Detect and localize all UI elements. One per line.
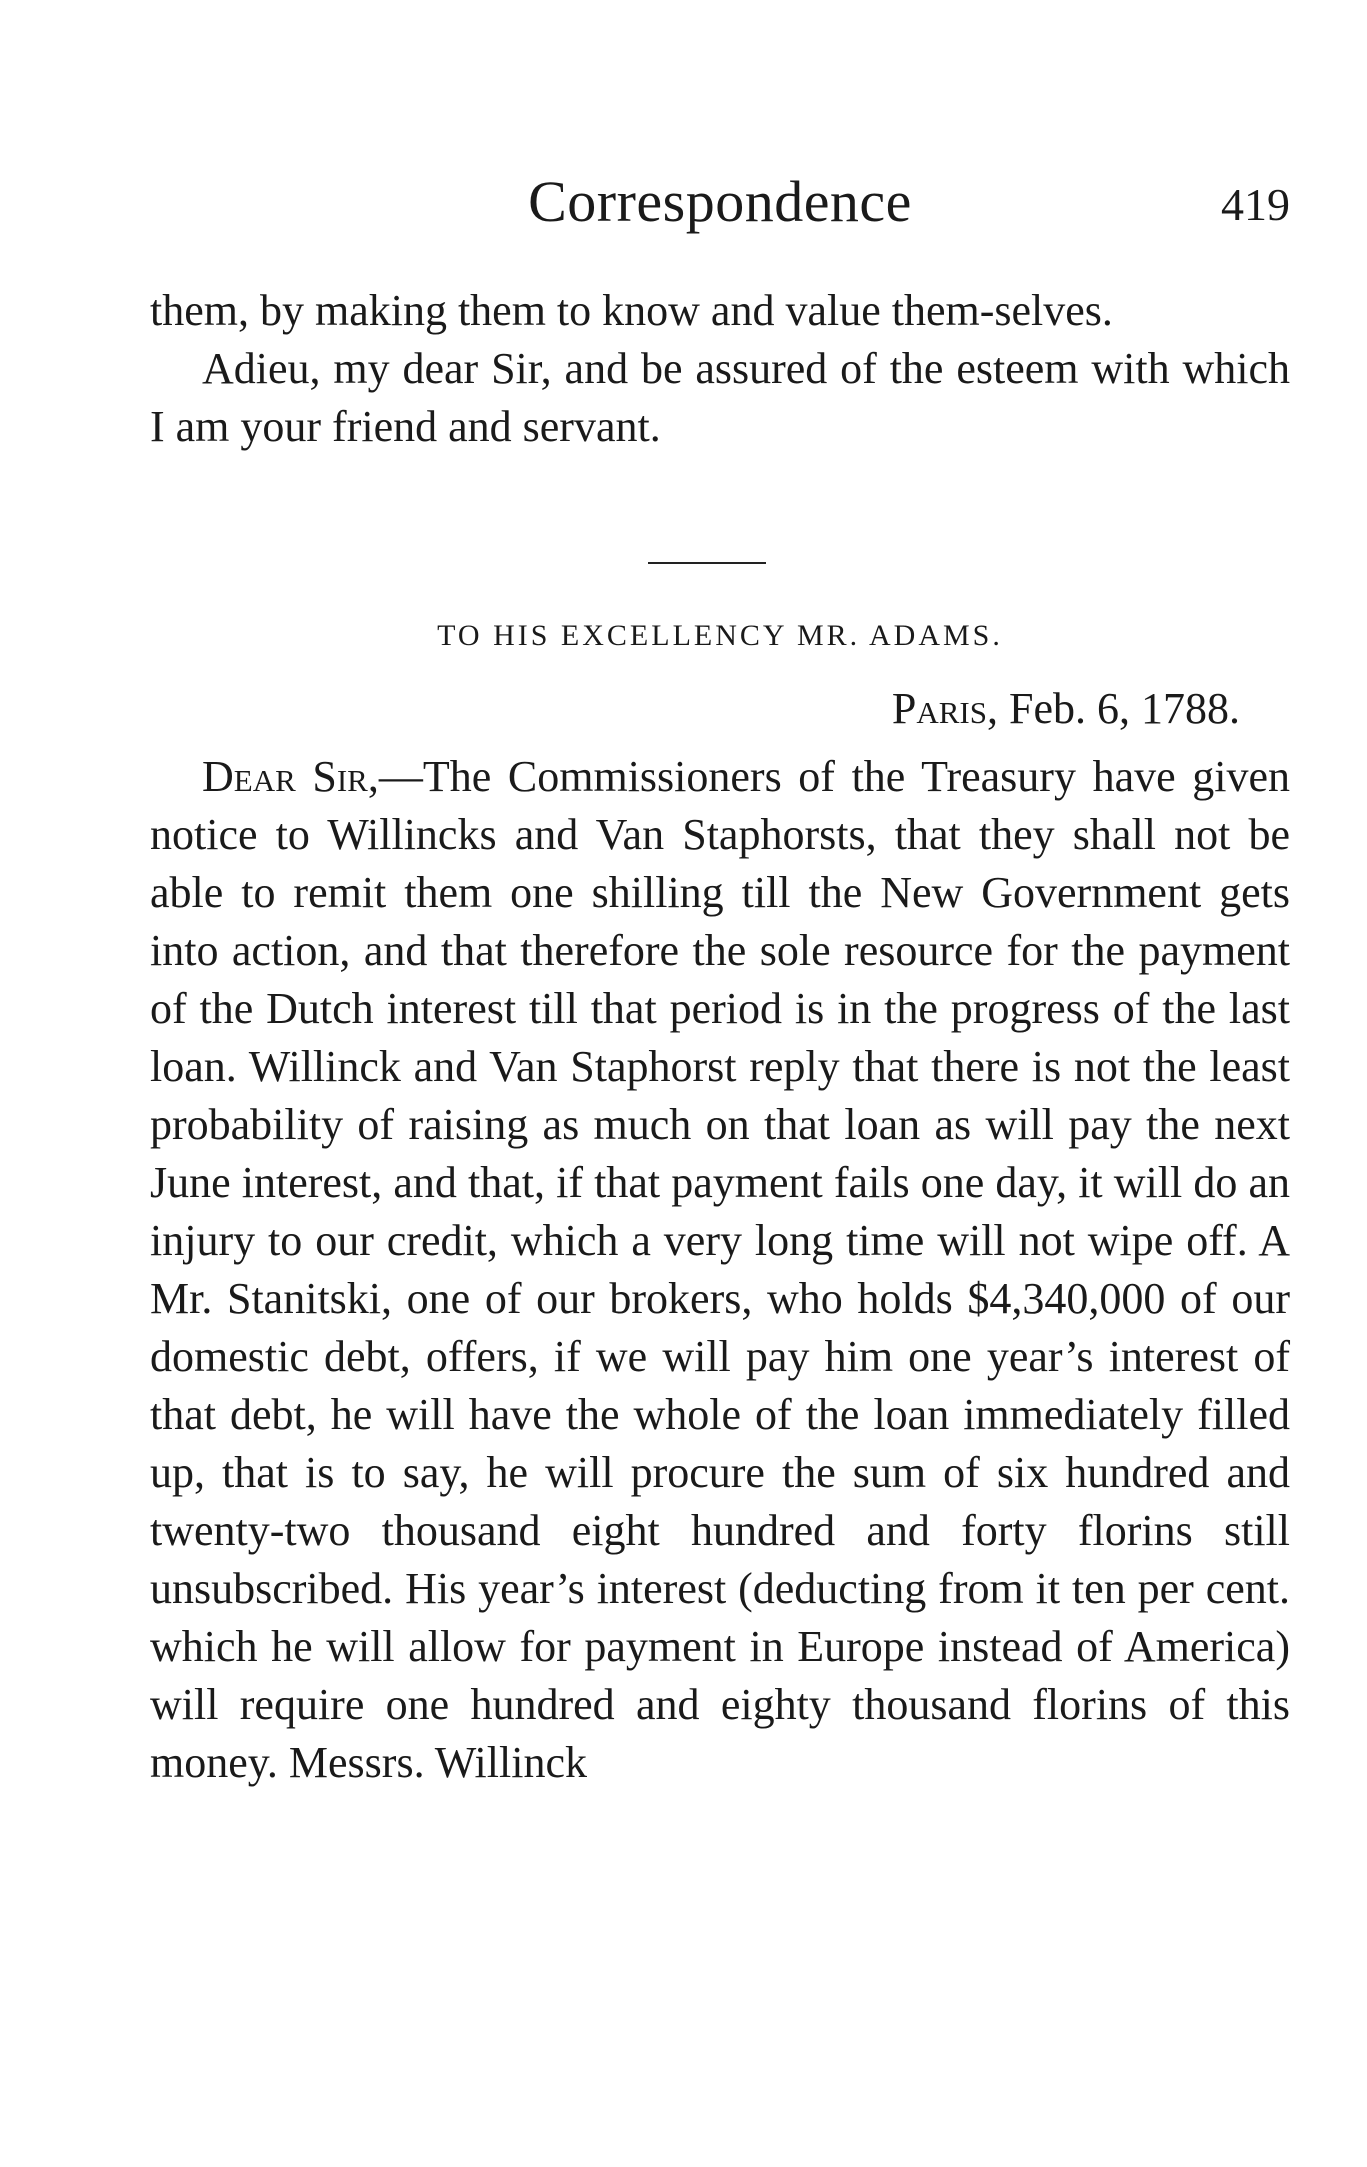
- body-text: —The Commissioners of the Treasury have given notice to Willincks and Van Staphorsts, that they shall not be able to remit them one shilling till the New Government gets into action, and that therefore the sole resource for the payment of the Dutch interest till that period is in the progress of the last loan. Willinck and Van Staphorst reply that there is not the least probability of raising as much on that loan as will pay the next June interest, and that, if that payment fails one day, it will do an injury to our credit, which a very long time will not wipe off. A Mr. Stanitski, one of our brokers, who holds $4,340,000 of our domestic debt, offers, if we will pay him one year’s interest of that debt, he will have the whole of the loan immediately filled up, that is to say, he will procure the sum of six hundred and twenty-two thousand eight hundred and forty florins still unsubscribed. His year’s interest (deducting from it ten per cent. which he will allow for payment in Europe instead of America) will require one hundred and eighty thousand florins of this money. Messrs. Willinck: [150, 752, 1291, 1787]
- dateline-date: Feb. 6, 1788.: [1009, 684, 1240, 733]
- letter-closing: [150, 282, 1290, 456]
- body-paragraph: [150, 748, 1290, 1792]
- section-divider: [648, 562, 766, 564]
- salutation: Dear Sir,: [202, 752, 379, 801]
- page-header: [150, 162, 1290, 242]
- dateline: [150, 680, 1240, 738]
- continuation-paragraph: them, by making them to know and value them-selves.: [150, 286, 1113, 335]
- letter-heading: TO HIS EXCELLENCY MR. ADAMS.: [437, 619, 1003, 652]
- closing-paragraph: Adieu, my dear Sir, and be assured of the esteem with which I am your friend and servant.: [150, 344, 1290, 451]
- running-title: Correspondence: [528, 169, 912, 234]
- page-number: 419: [1221, 179, 1290, 230]
- letter-body: [150, 748, 1290, 1792]
- dateline-place: Paris,: [891, 684, 998, 733]
